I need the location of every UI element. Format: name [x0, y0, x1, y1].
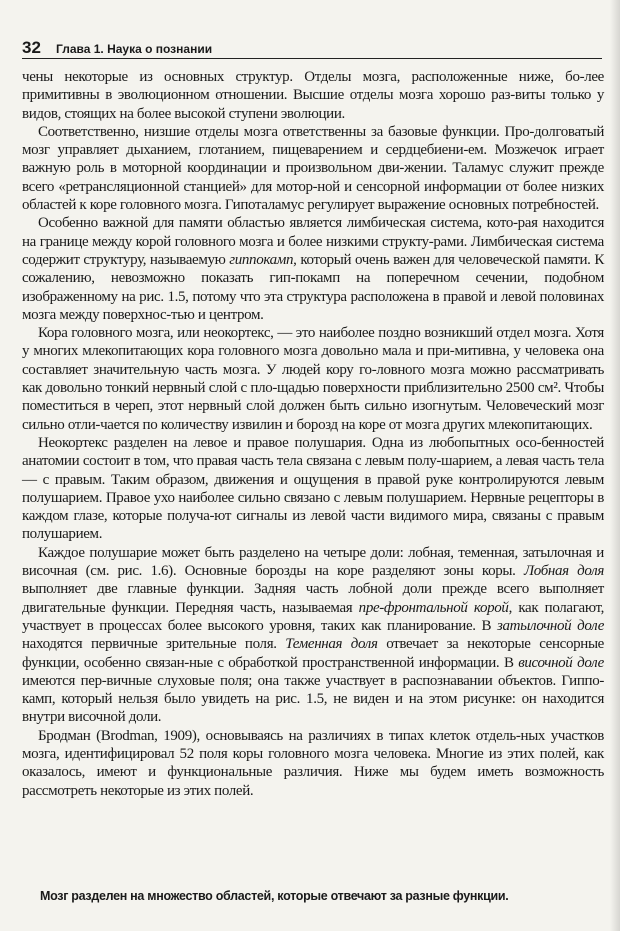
- paragraph: [22, 324, 604, 434]
- text-segment: Соответственно, низшие отделы мозга ответственны за базовые функции. Про-долговатый мозг управляет дыханием, глотанием, пищеварением и сердцебиени-ем. Мозжечок играет важную роль в моторной координации и произвольном дви-жении. Таламус служит прежде всего «ретрансляционной станцией» для мотор-ной и сенсорной информации от более низких областей к коре головного мозга. Гипоталамус регулирует выражение основных потребностей.: [22, 123, 604, 214]
- paragraph: [22, 434, 604, 544]
- italic-term: височной доле: [518, 654, 604, 671]
- text-segment: Каждое полушарие может быть разделено на четыре доли: лобная, теменная, затылочная и височная (см. рис. 1.6). Основные борозды на коре разделяют зоны коры.: [22, 544, 604, 580]
- italic-term: гиппокамп: [229, 251, 294, 268]
- text-segment: , который очень важен для человеческой памяти. К сожалению, невозможно показать гип-покамп на поперечном сечении, подобном изображенному на рис. 1.5, потому что эта структура расположена в правой и левой половинах мозга между поверхнос-тью и центром.: [22, 251, 604, 323]
- text-segment: чены некоторые из основных структур. Отделы мозга, расположенные ниже, бо-лее примитивны в эволюционном отношении. Высшие отделы мозга хорошо раз-виты только у видов, стоящих на более высокой ступени эволюции.: [22, 69, 604, 122]
- text-segment: имеются пер-вичные слуховые поля; она также участвует в распознавании объектов. Гиппо-камп, который нельзя было увидеть на рис. 1.5, не виден и на этом рисунке: он находится внутри височной доли.: [22, 672, 604, 726]
- text-segment: Неокортекс разделен на левое и правое полушария. Одна из любопытных осо-бенностей анатомии состоит в том, что правая часть тела связана с левым полу-шарием, а левая часть тела — с правым. Таким образом, движения и ощущения в правой руке контролируются левым полушарием. Правое ухо наиболее сильно связано с левым полушарием. Нервные рецепторы в каждом глазе, которые получа-ют сигналы из левой части видимого мира, связаны с правым полушарием.: [22, 434, 604, 543]
- page-spine-shadow: [610, 0, 620, 931]
- paragraph: [22, 544, 604, 727]
- body-text: [22, 68, 604, 800]
- italic-term: пре-фронтальной корой: [358, 599, 509, 616]
- running-header: [22, 38, 602, 59]
- text-segment: Бродман (Brodman, 1909), основываясь на различиях в типах клеток отдель-ных участков мозга, идентифицировал 52 поля коры головного мозга человека. Многие из этих полей, как оказалось, имеют и функциональные различия. Ниже мы будем иметь возможность рассмотреть некоторые из этих полей.: [22, 727, 604, 799]
- paragraph: [22, 214, 604, 324]
- paragraph: [22, 123, 604, 214]
- text-segment: выполняет две главные функции. Задняя часть лобной доли прежде всего выполняет двигательные функции. Передняя часть, называемая: [22, 581, 604, 616]
- page-number: 32: [22, 38, 41, 57]
- text-segment: Особенно важной для памяти областью является лимбическая система, кото-рая находится на границе между корой головного мозга и более низкими структу-рами. Лимбическая система содержит структуру, называемую: [22, 215, 604, 268]
- text-segment: находятся первичные зрительные поля.: [22, 636, 286, 653]
- summary-statement: Мозг разделен на множество областей, которые отвечают за разные функции.: [40, 889, 509, 903]
- italic-term: Лобная доля: [523, 563, 604, 580]
- text-segment: отвечает за некоторые сенсорные функции, особенно связан-ные с обработкой пространственной информации. В: [22, 636, 604, 671]
- chapter-title: Глава 1. Наука о познании: [56, 42, 213, 56]
- text-segment: Кора головного мозга, или неокортекс, — это наиболее поздно возникший отдел мозга. Хотя у многих млекопитающих кора головного мозга довольно мала и при-митивна, у человека она составляет значительную часть мозга. У людей кору го-ловного мозга можно рассматривать как довольно тонкий нервный слой с пло-щадью поверхности приблизительно 2500 см². Чтобы поместиться в череп, этот нервный слой должен быть сильно изогнутым. Человеческий мозг сильно отли-чается по количеству извилин и борозд на коре от мозга других млекопитающих.: [22, 325, 604, 433]
- italic-term: Теменная доля: [285, 636, 378, 653]
- italic-term: затылочной доле: [497, 617, 605, 634]
- paragraph: [22, 68, 604, 123]
- text-segment: , как полагают, участвует в процессах более высокого уровня, таких как планирование. В: [22, 599, 604, 634]
- paragraph: [22, 727, 604, 800]
